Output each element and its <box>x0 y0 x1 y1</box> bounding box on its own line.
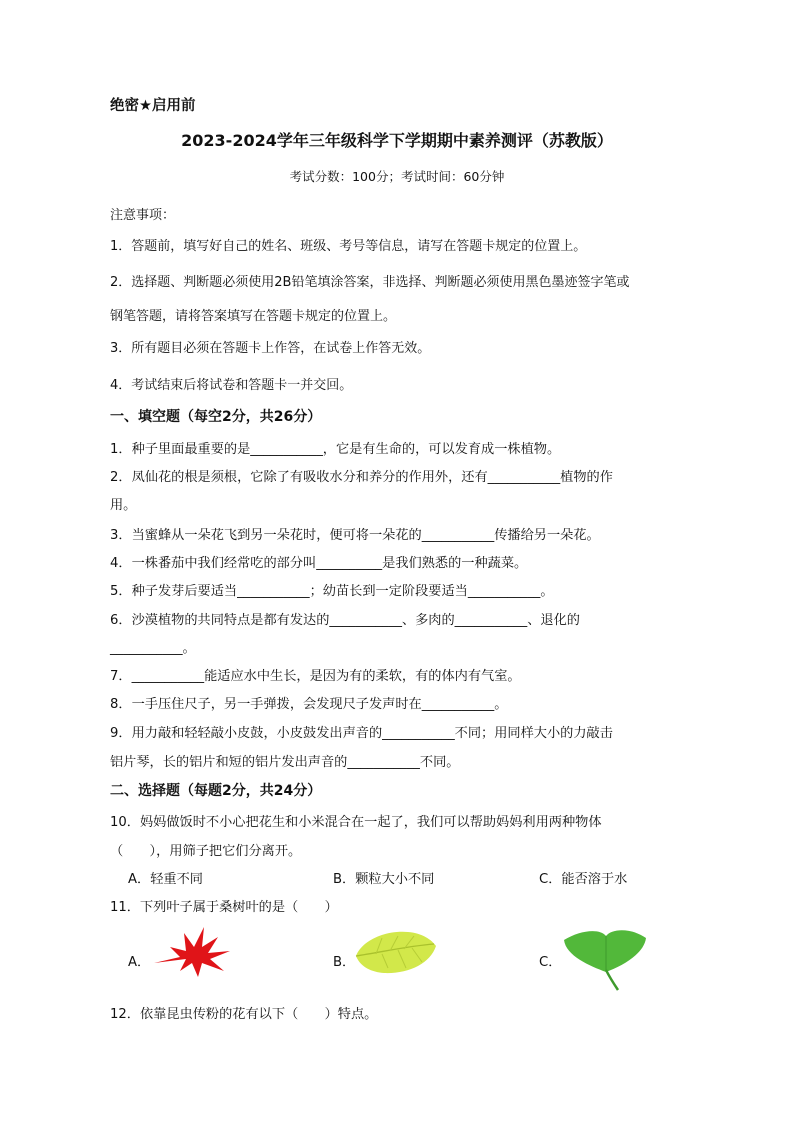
notice-item: 3．所有题目必须在答题卡上作答，在试卷上作答无效。 <box>110 341 431 356</box>
question-line: （ ），用筛子把它们分离开。 <box>110 844 302 859</box>
question-line: 3．当蜜蜂从一朵花飞到另一朵花时，便可将一朵花的___________传播给另一朵花。 <box>110 528 600 543</box>
notice-heading: 注意事项： <box>110 208 176 223</box>
red-maple-leaf-icon <box>150 923 234 983</box>
question-line: 5．种子发芽后要适当___________；幼苗长到一定阶段要适当___________。 <box>110 584 554 599</box>
ginkgo-leaf-icon <box>560 926 650 996</box>
option-c: C．能否溶于水 <box>539 872 628 887</box>
section-heading-choice: 二、选择题（每题2分，共24分） <box>110 783 322 799</box>
question-line: 9．用力敲和轻轻敲小皮鼓，小皮鼓发出声音的___________不同；用同样大小的力敲击 <box>110 726 613 741</box>
page-title: 2023-2024学年三年级科学下学期期中素养测评（苏教版） <box>181 131 613 150</box>
option-b: B．颗粒大小不同 <box>333 872 435 887</box>
option-b: B． <box>333 955 356 970</box>
notice-item: 钢笔答题，请将答案填写在答题卡规定的位置上。 <box>110 309 397 324</box>
exam-meta: 考试分数：100分；考试时间：60分钟 <box>289 169 505 184</box>
question-line: 1．种子里面最重要的是___________，它是有生命的，可以发育成一株植物。 <box>110 442 561 457</box>
option-c: C． <box>539 955 562 970</box>
question-line: 2．凤仙花的根是须根，它除了有吸收水分和养分的作用外，还有___________植物的作 <box>110 470 613 485</box>
secret-label: 绝密★启用前 <box>110 98 196 114</box>
question-line: 8．一手压住尺子，另一手弹拨，会发现尺子发声时在___________。 <box>110 697 508 712</box>
question-line: 铝片琴，长的铝片和短的铝片发出声音的___________不同。 <box>110 755 460 770</box>
mulberry-leaf-icon <box>352 928 438 980</box>
question-line: 10．妈妈做饭时不小心把花生和小米混合在一起了，我们可以帮助妈妈利用两种物体 <box>110 815 602 830</box>
question-line: ___________。 <box>110 641 196 656</box>
question-line: 7．___________能适应水中生长，是因为有的柔软，有的体内有气室。 <box>110 669 521 684</box>
question-line: 4．一株番茄中我们经常吃的部分叫__________是我们熟悉的一种蔬菜。 <box>110 556 528 571</box>
section-heading-fill-blank: 一、填空题（每空2分，共26分） <box>110 409 322 425</box>
option-a: A．轻重不同 <box>128 872 203 887</box>
notice-item: 1．答题前，填写好自己的姓名、班级、考号等信息，请写在答题卡规定的位置上。 <box>110 239 587 254</box>
question-line: 11．下列叶子属于桑树叶的是（ ） <box>110 900 338 915</box>
notice-item: 4．考试结束后将试卷和答题卡一并交回。 <box>110 378 353 393</box>
question-line: 6．沙漠植物的共同特点是都有发达的___________、多肉的___________、退化的 <box>110 613 580 628</box>
question-line: 用。 <box>110 498 137 513</box>
notice-item: 2．选择题、判断题必须使用2B铅笔填涂答案，非选择、判断题必须使用黑色墨迹签字笔或 <box>110 275 630 290</box>
question-line: 12．依靠昆虫传粉的花有以下（ ）特点。 <box>110 1007 378 1022</box>
option-a: A． <box>128 955 151 970</box>
